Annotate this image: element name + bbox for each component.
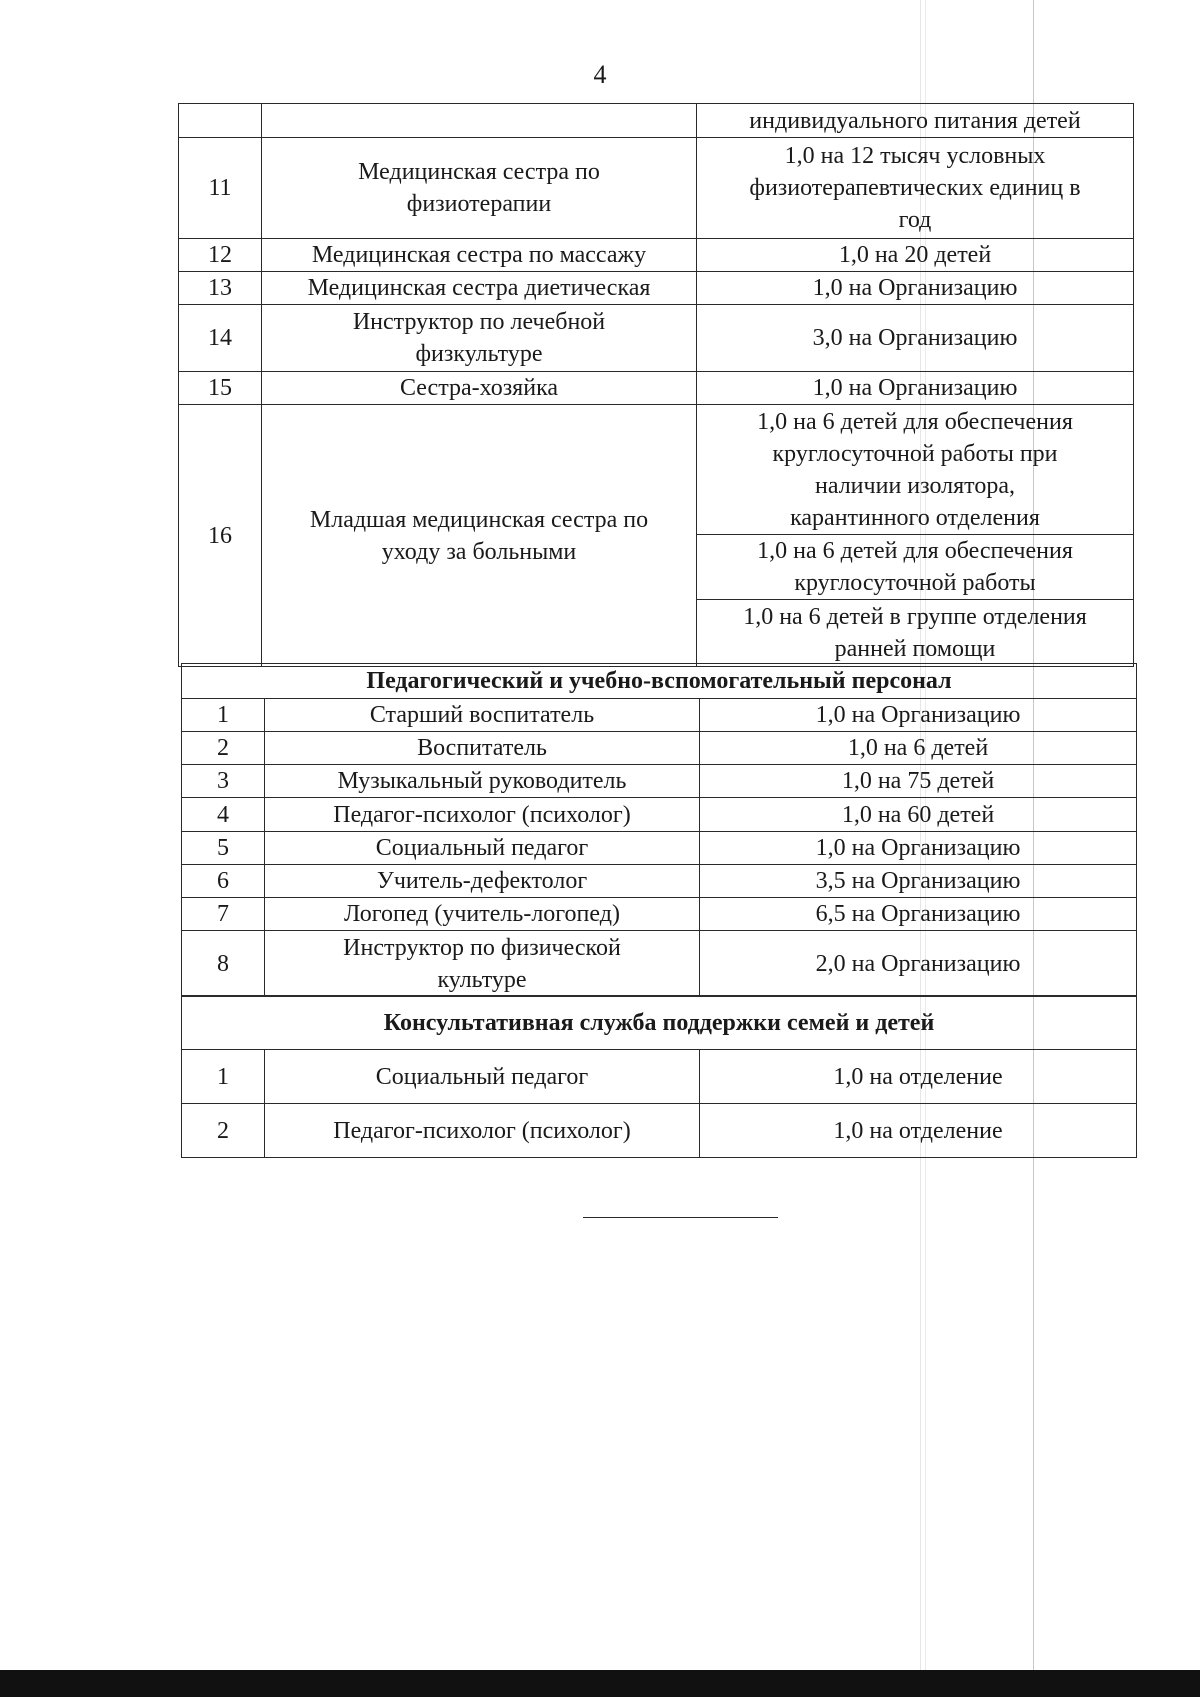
table-row <box>182 1050 1137 1104</box>
staff-norm: 1,0 на Организацию <box>697 272 1134 305</box>
row-number: 5 <box>182 832 265 865</box>
row-number: 1 <box>182 1050 265 1104</box>
table-row <box>179 305 1134 372</box>
position-title: Медицинская сестра по массажу <box>262 239 697 272</box>
table-row <box>182 1104 1137 1158</box>
staff-norm: 1,0 на 6 детей в группе отделения ранней помощи <box>697 600 1134 667</box>
staff-norm: 2,0 на Организацию <box>700 931 1137 997</box>
row-number: 7 <box>182 898 265 931</box>
staff-norm: 1,0 на 6 детей для обеспечения круглосуточной работы при наличии изолятора, карантинного отделения <box>697 405 1134 535</box>
pedagogical-staff-table <box>181 663 1137 997</box>
section-title: Консультативная служба поддержки семей и детей <box>182 996 1137 1050</box>
staff-norm: индивидуального питания детей <box>697 104 1134 138</box>
table-row <box>182 699 1137 732</box>
end-of-document-rule <box>583 1217 778 1218</box>
row-number: 12 <box>179 239 262 272</box>
row-number: 6 <box>182 865 265 898</box>
table-row <box>182 732 1137 765</box>
table-row <box>182 865 1137 898</box>
staff-norm: 1,0 на 6 детей <box>700 732 1137 765</box>
table-row <box>182 798 1137 832</box>
position-title: Младшая медицинская сестра по уходу за больными <box>262 405 697 667</box>
row-number: 2 <box>182 1104 265 1158</box>
row-number: 14 <box>179 305 262 372</box>
position-title: Музыкальный руководитель <box>265 765 700 798</box>
row-number <box>179 104 262 138</box>
position-title: Медицинская сестра диетическая <box>262 272 697 305</box>
staff-norm: 1,0 на 20 детей <box>697 239 1134 272</box>
staff-norm: 1,0 на Организацию <box>697 372 1134 405</box>
staff-norm: 1,0 на 6 детей для обеспечения круглосуточной работы <box>697 535 1134 600</box>
row-number: 11 <box>179 138 262 239</box>
staff-norm: 6,5 на Организацию <box>700 898 1137 931</box>
scan-bottom-edge <box>0 1670 1200 1697</box>
position-title: Старший воспитатель <box>265 699 700 732</box>
position-title: Инструктор по физической культуре <box>265 931 700 997</box>
position-title: Социальный педагог <box>265 1050 700 1104</box>
section-header <box>182 664 1137 699</box>
page-number: 4 <box>593 60 607 89</box>
row-number: 2 <box>182 732 265 765</box>
position-title: Логопед (учитель-логопед) <box>265 898 700 931</box>
staff-norm: 1,0 на отделение <box>700 1104 1137 1158</box>
position-title: Медицинская сестра по физиотерапии <box>262 138 697 239</box>
staff-norm: 1,0 на Организацию <box>700 699 1137 732</box>
row-number: 15 <box>179 372 262 405</box>
staff-norm: 1,0 на 12 тысяч условных физиотерапевтических единиц в год <box>697 138 1134 239</box>
table-row <box>179 239 1134 272</box>
staff-norm: 1,0 на отделение <box>700 1050 1137 1104</box>
table-row <box>179 405 1134 535</box>
position-title: Педагог-психолог (психолог) <box>265 1104 700 1158</box>
table-row <box>182 765 1137 798</box>
row-number: 8 <box>182 931 265 997</box>
row-number: 4 <box>182 798 265 832</box>
table-row <box>182 931 1137 997</box>
table-row <box>179 372 1134 405</box>
section-header <box>182 996 1137 1050</box>
position-title: Воспитатель <box>265 732 700 765</box>
staff-norm: 3,0 на Организацию <box>697 305 1134 372</box>
position-title: Социальный педагог <box>265 832 700 865</box>
staff-norm: 3,5 на Организацию <box>700 865 1137 898</box>
staff-norm: 1,0 на Организацию <box>700 832 1137 865</box>
table-row <box>182 832 1137 865</box>
row-number: 13 <box>179 272 262 305</box>
position-title <box>262 104 697 138</box>
row-number: 3 <box>182 765 265 798</box>
staff-norm: 1,0 на 75 детей <box>700 765 1137 798</box>
position-title: Сестра-хозяйка <box>262 372 697 405</box>
row-number: 1 <box>182 699 265 732</box>
table-row <box>179 138 1134 239</box>
medical-staff-table <box>178 103 1134 667</box>
position-title: Учитель-дефектолог <box>265 865 700 898</box>
table-row <box>182 898 1137 931</box>
section-title: Педагогический и учебно-вспомогательный персонал <box>182 664 1137 699</box>
staff-norm: 1,0 на 60 детей <box>700 798 1137 832</box>
consultative-service-table <box>181 995 1137 1158</box>
position-title: Инструктор по лечебной физкультуре <box>262 305 697 372</box>
row-number: 16 <box>179 405 262 667</box>
table-row <box>179 272 1134 305</box>
table-row <box>179 104 1134 138</box>
position-title: Педагог-психолог (психолог) <box>265 798 700 832</box>
